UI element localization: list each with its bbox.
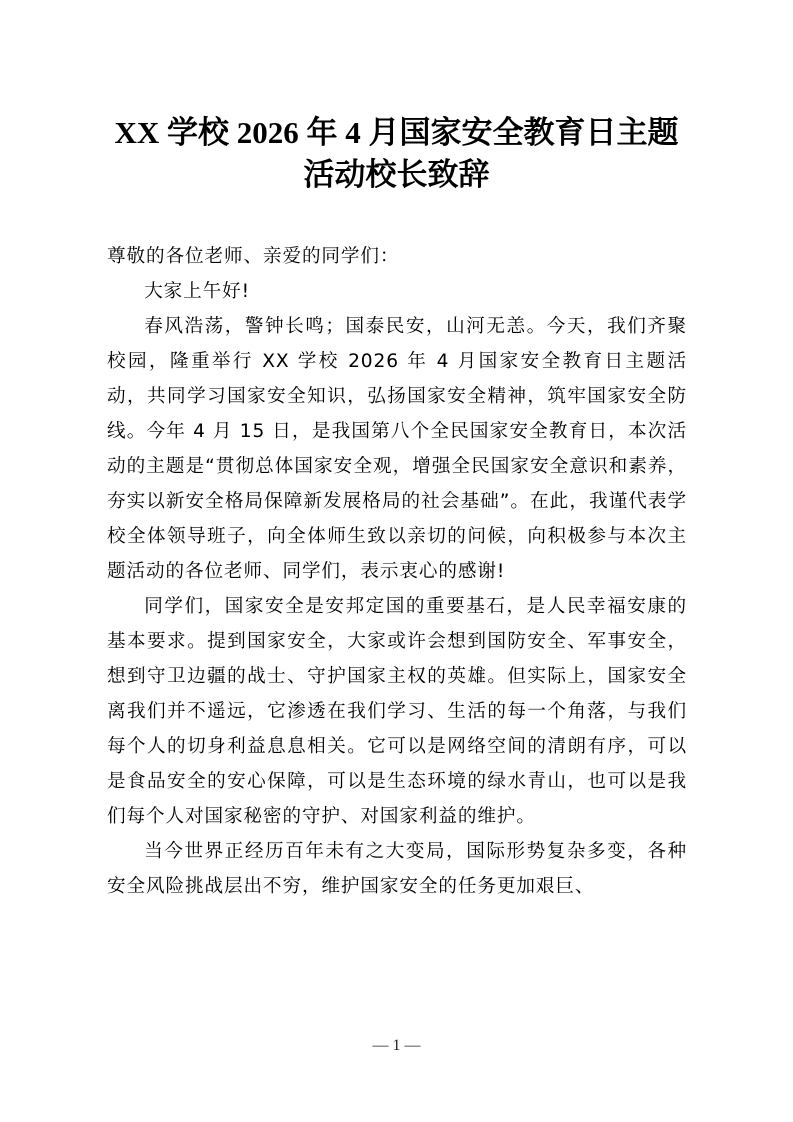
paragraph-greeting: 大家上午好! — [144, 281, 251, 302]
document-body — [107, 239, 687, 904]
document-title — [60, 112, 733, 196]
paragraph-intro: 春风浩荡，警钟长鸣；国泰民安，山河无恙。今天，我们齐聚校园，隆重举行 XX 学校 2026 年 4 月国家安全教育日主题活动，共同学习国家安全知识，弘扬国家安全精神，筑牢国家安全防线。今年 4 月 15 日，是我国第八个全民国家安全教育日，本次活动的主题是“贯彻总体国家安全观，增强全民国家安全意识和素养，夯实以新安全格局保障新发展格局的社会基础”。在此，我谨代表学校全体领导班子，向全体师生致以亲切的问候，向积极参与本次主题活动的各位老师、同学们，表示衷心的感谢! — [107, 316, 687, 582]
title-line-1: XX 学校 2026 年 4 月国家安全教育日主题 — [114, 115, 679, 150]
page-number: — 1 — — [372, 1037, 421, 1054]
title-line-2: 活动校长致辞 — [303, 157, 490, 192]
paragraph-world-situation: 当今世界正经历百年未有之大变局，国际形势复杂多变，各种安全风险挑战层出不穷，维护国家安全的任务更加艰巨、 — [107, 841, 687, 897]
salutation: 尊敬的各位老师、亲爱的同学们： — [107, 246, 400, 267]
paragraph-importance: 同学们，国家安全是安邦定国的重要基石，是人民幸福安康的基本要求。提到国家安全，大家或许会想到国防安全、军事安全，想到守卫边疆的战士、守护国家主权的英雄。但实际上，国家安全离我们并不遥远，它渗透在我们学习、生活的每一个角落，与我们每个人的切身利益息息相关。它可以是网络空间的清朗有序，可以是食品安全的安心保障，可以是生态环境的绿水青山，也可以是我们每个人对国家秘密的守护、对国家利益的维护。 — [107, 596, 687, 827]
